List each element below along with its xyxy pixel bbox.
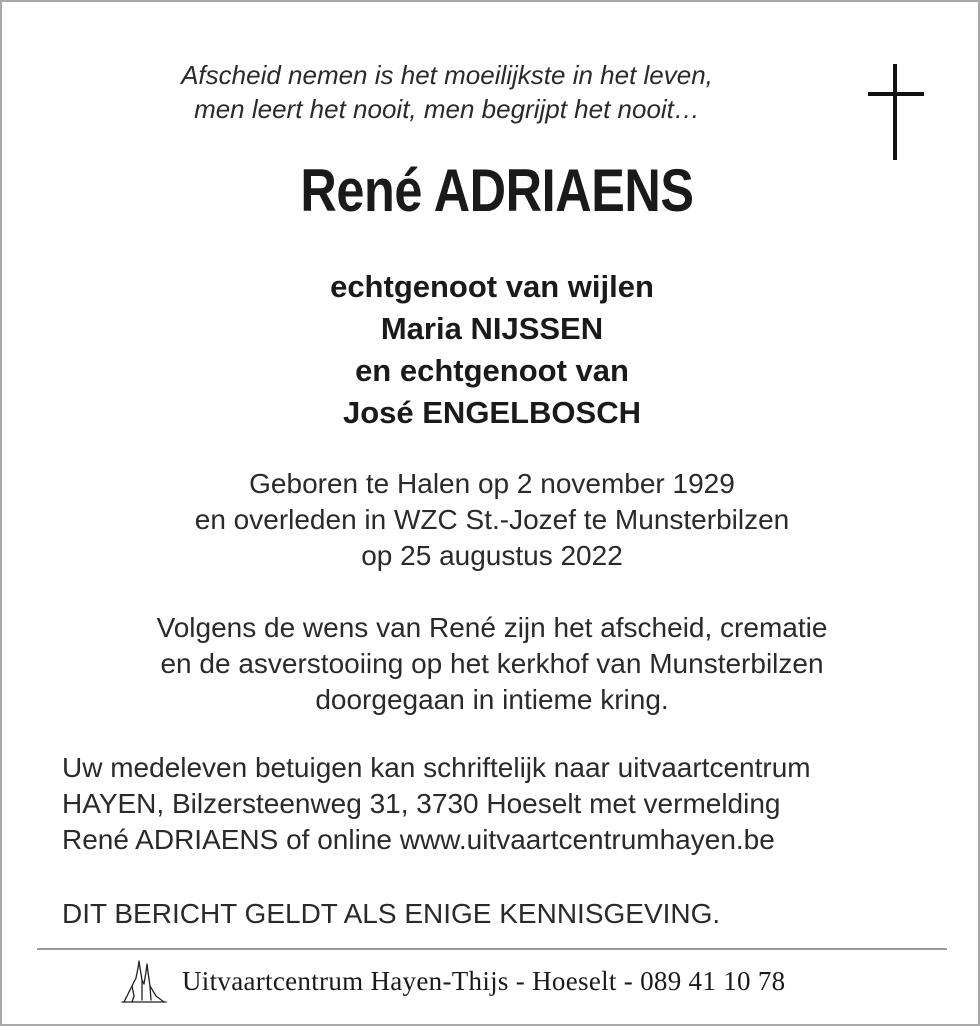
- funeral-home-logo-icon: [120, 956, 168, 1006]
- footer-text: Uitvaartcentrum Hayen-Thijs - Hoeselt - 089 41 10 78: [182, 966, 786, 996]
- spouse-line-3: en echtgenoot van: [355, 353, 629, 388]
- spouse-block: [2, 266, 980, 434]
- latin-cross-icon: [868, 64, 924, 160]
- birth-death-line-2: en overleden in WZC St.-Jozef te Munsterbilzen: [194, 504, 790, 535]
- spouse-line-2: Maria NIJSSEN: [380, 311, 604, 346]
- deceased-name: René ADRIAENS: [300, 157, 694, 224]
- footer-divider: [37, 948, 947, 950]
- spouse-line-4: José ENGELBOSCH: [342, 395, 641, 430]
- condolence-line-1: Uw medeleven betuigen kan schriftelijk naar uitvaartcentrum: [62, 752, 811, 783]
- wish-line-2: en de asverstooiing op het kerkhof van Munsterbilzen: [160, 648, 824, 679]
- quote-line-2: men leert het nooit, men begrijpt het nooit…: [194, 94, 700, 124]
- wish-line-3: doorgegaan in intieme kring.: [315, 684, 669, 715]
- opening-quote: [2, 58, 892, 126]
- condolence-block: [62, 750, 942, 858]
- wish-block: [2, 610, 980, 718]
- wish-line-1: Volgens de wens van René zijn het afscheid, crematie: [156, 612, 828, 643]
- sole-notice-text: DIT BERICHT GELDT ALS ENIGE KENNISGEVING.: [62, 898, 721, 929]
- condolence-line-3: René ADRIAENS of online www.uitvaartcentrumhayen.be: [62, 824, 775, 855]
- birth-death-block: [2, 466, 980, 574]
- quote-line-1: Afscheid nemen is het moeilijkste in het leven,: [181, 60, 713, 90]
- footer: [120, 954, 880, 1010]
- birth-death-line-3: op 25 augustus 2022: [361, 540, 623, 571]
- birth-death-line-1: Geboren te Halen op 2 november 1929: [249, 468, 735, 499]
- spouse-line-1: echtgenoot van wijlen: [330, 269, 654, 304]
- condolence-line-2: HAYEN, Bilzersteenweg 31, 3730 Hoeselt met vermelding: [62, 788, 781, 819]
